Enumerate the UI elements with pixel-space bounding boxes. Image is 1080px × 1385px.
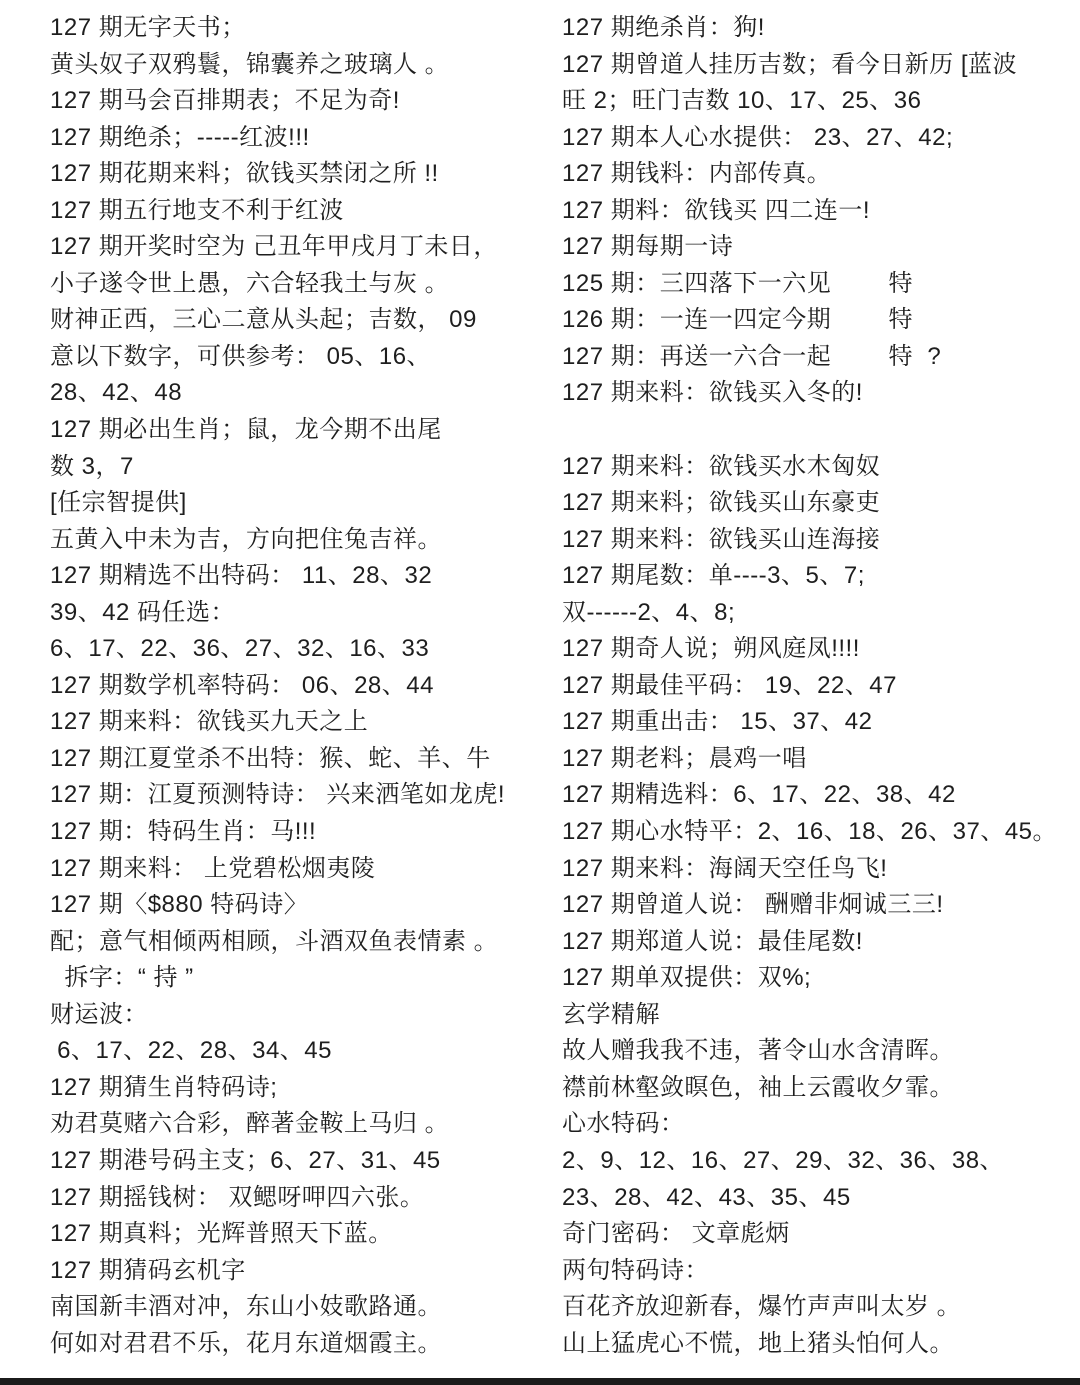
text-line: 127 期料：欲钱买 四二连一! bbox=[562, 196, 871, 224]
text-line: 127 期最佳平码： 19、22、47 bbox=[562, 671, 897, 699]
text-line: 小子遂令世上愚，六合轻我土与灰 。 bbox=[50, 269, 450, 297]
text-line: 黄头奴子双鸦鬟，锦囊养之玻璃人 。 bbox=[50, 50, 450, 78]
text-line: 双------2、4、8; bbox=[562, 598, 736, 626]
text-line: 127 期数学机率特码： 06、28、44 bbox=[50, 671, 434, 699]
text-line: 127 期来料：欲钱买入冬的! bbox=[562, 379, 863, 407]
text-line: 拆字：“ 持 ” bbox=[50, 964, 194, 992]
left-text-column bbox=[50, 10, 556, 1362]
text-line: 两句特码诗： bbox=[562, 1256, 709, 1284]
text-line: [任宗智提供] bbox=[50, 489, 187, 517]
text-line: 127 期单双提供：双%; bbox=[562, 964, 812, 992]
text-line: 127 期郑道人说：最佳尾数! bbox=[562, 927, 863, 955]
text-line: 127 期花期来料；欲钱买禁闭之所 !! bbox=[50, 160, 439, 188]
text-line: 127 期曾道人说： 酬赠非炯诚三三! bbox=[562, 891, 944, 919]
text-line: 127 期奇人说；朔风庭凤!!!! bbox=[562, 635, 860, 663]
text-line: 127 期来料：海阔天空任鸟飞! bbox=[562, 854, 888, 882]
text-line: 127 期尾数：单----3、5、7; bbox=[562, 562, 865, 590]
text-line: 2、9、12、16、27、29、32、36、38、 bbox=[562, 1146, 1005, 1174]
text-line: 127 期绝杀肖：狗! bbox=[562, 14, 765, 41]
text-line: 山上猛虎心不慌，地上猪头怕何人。 bbox=[562, 1329, 954, 1357]
text-line: 何如对君君不乐，花月东道烟霞主。 bbox=[50, 1329, 442, 1357]
text-line: 127 期曾道人挂历吉数；看今日新历 [蓝波 bbox=[562, 50, 1018, 78]
text-line: 127 期江夏堂杀不出特：猴、蛇、羊、牛 bbox=[50, 744, 491, 772]
text-line: 127 期精选不出特码： 11、28、32 bbox=[50, 562, 433, 590]
text-line: 玄学精解 bbox=[562, 1000, 660, 1028]
text-line: 127 期必出生肖；鼠，龙今期不出尾 bbox=[50, 416, 442, 444]
text-line: 心水特码： bbox=[562, 1110, 685, 1138]
text-line: 127 期老料；晨鸡一唱 bbox=[562, 744, 807, 772]
text-line: 127 期猜生肖特码诗; bbox=[50, 1073, 278, 1101]
text-line: 财运波： bbox=[50, 1000, 148, 1028]
text-line: 劝君莫赌六合彩，醉著金鞍上马归 。 bbox=[50, 1110, 450, 1138]
text-line: 五黄入中未为吉，方向把住兔吉祥。 bbox=[50, 525, 442, 553]
text-line: 127 期本人心水提供： 23、27、42; bbox=[562, 123, 954, 151]
text-line: 127 期五行地支不利于红波 bbox=[50, 196, 344, 224]
text-line: 故人赠我我不违，著令山水含清晖。 bbox=[562, 1037, 954, 1065]
text-line: 39、42 码任选： bbox=[50, 598, 236, 626]
text-line: 百花齐放迎新春，爆竹声声叫太岁 。 bbox=[562, 1293, 962, 1321]
text-line: 配；意气相倾两相顾，斗酒双鱼表情素 。 bbox=[50, 927, 499, 955]
text-line: 旺 2；旺门吉数 10、17、25、36 bbox=[562, 87, 922, 115]
text-line: 127 期：再送一六合一起 特 ? bbox=[562, 342, 942, 370]
right-text-column bbox=[562, 10, 1078, 1362]
text-line: 127 期重出击： 15、37、42 bbox=[562, 708, 873, 736]
bottom-clipped-text-band bbox=[0, 1378, 1080, 1385]
text-line: 127 期来料：欲钱买九天之上 bbox=[50, 708, 369, 736]
text-line: 127 期每期一诗 bbox=[562, 233, 734, 261]
text-line: 127 期绝杀；-----红波!!! bbox=[50, 123, 310, 151]
text-line: 6、17、22、36、27、32、16、33 bbox=[50, 635, 430, 663]
text-line: 127 期〈$880 特码诗〉 bbox=[50, 891, 309, 919]
text-line: 127 期来料：欲钱买山连海接 bbox=[562, 525, 881, 553]
text-line: 28、42、48 bbox=[50, 379, 183, 407]
text-line: 127 期无字天书； bbox=[50, 14, 246, 41]
text-line: 127 期摇钱树： 双鳃呀呷四六张。 bbox=[50, 1183, 425, 1211]
text-line: 125 期：三四落下一六见 特 bbox=[562, 269, 914, 297]
text-line: 127 期开奖时空为 己丑年甲戌月丁未日， bbox=[50, 233, 498, 261]
text-line: 23、28、42、43、35、45 bbox=[562, 1183, 851, 1211]
text-line: 襟前林壑敛暝色，袖上云霞收夕霏。 bbox=[562, 1073, 954, 1101]
text-line: 127 期：江夏预测特诗： 兴来洒笔如龙虎! bbox=[50, 781, 506, 809]
text-line: 127 期港号码主支；6、27、31、45 bbox=[50, 1146, 441, 1174]
text-line: 127 期来料；欲钱买山东豪吏 bbox=[562, 489, 881, 517]
text-line: 127 期来料： 上党碧松烟夷陵 bbox=[50, 854, 376, 882]
text-line: 126 期：一连一四定今期 特 bbox=[562, 306, 914, 334]
text-line: 127 期：特码生肖：马!!! bbox=[50, 818, 317, 846]
text-line: 6、17、22、28、34、45 bbox=[50, 1037, 332, 1065]
text-line: 127 期真料；光辉普照天下蓝。 bbox=[50, 1220, 393, 1248]
text-line: 奇门密码： 文章彪炳 bbox=[562, 1220, 790, 1248]
text-line: 南国新丰酒对冲，东山小妓歌路通。 bbox=[50, 1293, 442, 1321]
text-line: 127 期精选料：6、17、22、38、42 bbox=[562, 781, 956, 809]
text-line bbox=[562, 412, 1078, 449]
text-line: 财神正西，三心二意从头起；吉数， 09 bbox=[50, 306, 477, 334]
text-line: 127 期猜码玄机字 bbox=[50, 1256, 246, 1284]
text-line: 意以下数字，可供参考： 05、16、 bbox=[50, 342, 432, 370]
text-line: 数 3，7 bbox=[50, 452, 134, 480]
text-line: 127 期心水特平：2、16、18、26、37、45。 bbox=[562, 818, 1058, 846]
text-line: 127 期来料：欲钱买水木匈奴 bbox=[562, 452, 881, 480]
text-line: 127 期马会百排期表；不足为奇! bbox=[50, 87, 400, 115]
text-line: 127 期钱料：内部传真。 bbox=[562, 160, 832, 188]
